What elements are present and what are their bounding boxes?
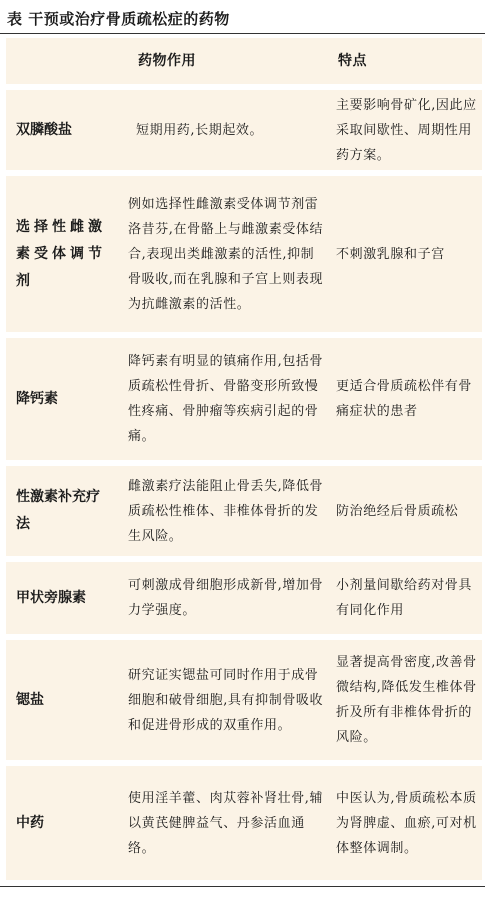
drug-action: 雌激素疗法能阻止骨丢失,降低骨质疏松性椎体、非椎体骨折的发生风险。 <box>128 478 324 544</box>
drug-feature: 显著提高骨密度,改善骨微结构,降低发生椎体骨折及所有非椎体骨折的风险。 <box>336 655 477 745</box>
drug-action: 降钙素有明显的镇痛作用,包括骨质疏松性骨折、骨骼变形所致慢性疼痛、骨肿瘤等疾病引起的骨痛。 <box>128 354 324 444</box>
header-name <box>16 38 116 84</box>
drug-name: 降钙素 <box>16 390 58 407</box>
top-rule <box>0 33 485 34</box>
drug-action: 使用淫羊藿、肉苁蓉补肾壮骨,辅以黄芪健脾益气、丹参活血通络。 <box>128 790 324 856</box>
drug-action: 可刺激成骨细胞形成新骨,增加骨力学强度。 <box>128 578 324 618</box>
drug-feature: 不刺激乳腺和子宫 <box>336 246 445 262</box>
table-row <box>6 640 482 760</box>
drug-name: 选择性雌激素受体调节剂 <box>16 218 106 289</box>
table-row <box>6 562 482 634</box>
drug-name: 双膦酸盐 <box>16 121 72 138</box>
drug-name: 甲状旁腺素 <box>16 589 86 606</box>
table-row <box>6 90 482 170</box>
drug-feature: 主要影响骨矿化,因此应采取间歇性、周期性用药方案。 <box>336 97 477 163</box>
header-action: 药物作用 <box>138 52 196 69</box>
header-feature: 特点 <box>338 52 367 69</box>
table-header-row <box>6 38 482 84</box>
table-row <box>6 766 482 880</box>
drug-feature: 更适合骨质疏松伴有骨痛症状的患者 <box>336 379 473 419</box>
drug-action: 研究证实锶盐可同时作用于成骨细胞和破骨细胞,具有抑制骨吸收和促进骨形成的双重作用。 <box>128 667 324 733</box>
drug-feature: 中医认为,骨质疏松本质为肾脾虚、血瘀,可对机体整体调制。 <box>336 790 477 856</box>
drug-action: 短期用药,长期起效。 <box>136 122 264 138</box>
table-row <box>6 338 482 460</box>
table-row <box>6 176 482 332</box>
table-row <box>6 466 482 556</box>
table-caption: 表 干预或治疗骨质疏松症的药物 <box>7 10 230 28</box>
bottom-rule <box>0 886 485 887</box>
drug-name: 锶盐 <box>16 691 44 708</box>
drug-action: 例如选择性雌激素受体调节剂雷洛昔芬,在骨骼上与雌激素受体结合,表现出类雌激素的活性,抑制骨吸收,而在乳腺和子宫上则表现为抗雌激素的活性。 <box>128 196 324 312</box>
drug-name: 中药 <box>16 814 44 831</box>
drug-name: 性激素补充疗法 <box>16 489 100 532</box>
drug-feature: 小剂量间歇给药对骨具有同化作用 <box>336 578 473 618</box>
drug-feature: 防治绝经后骨质疏松 <box>336 503 459 519</box>
